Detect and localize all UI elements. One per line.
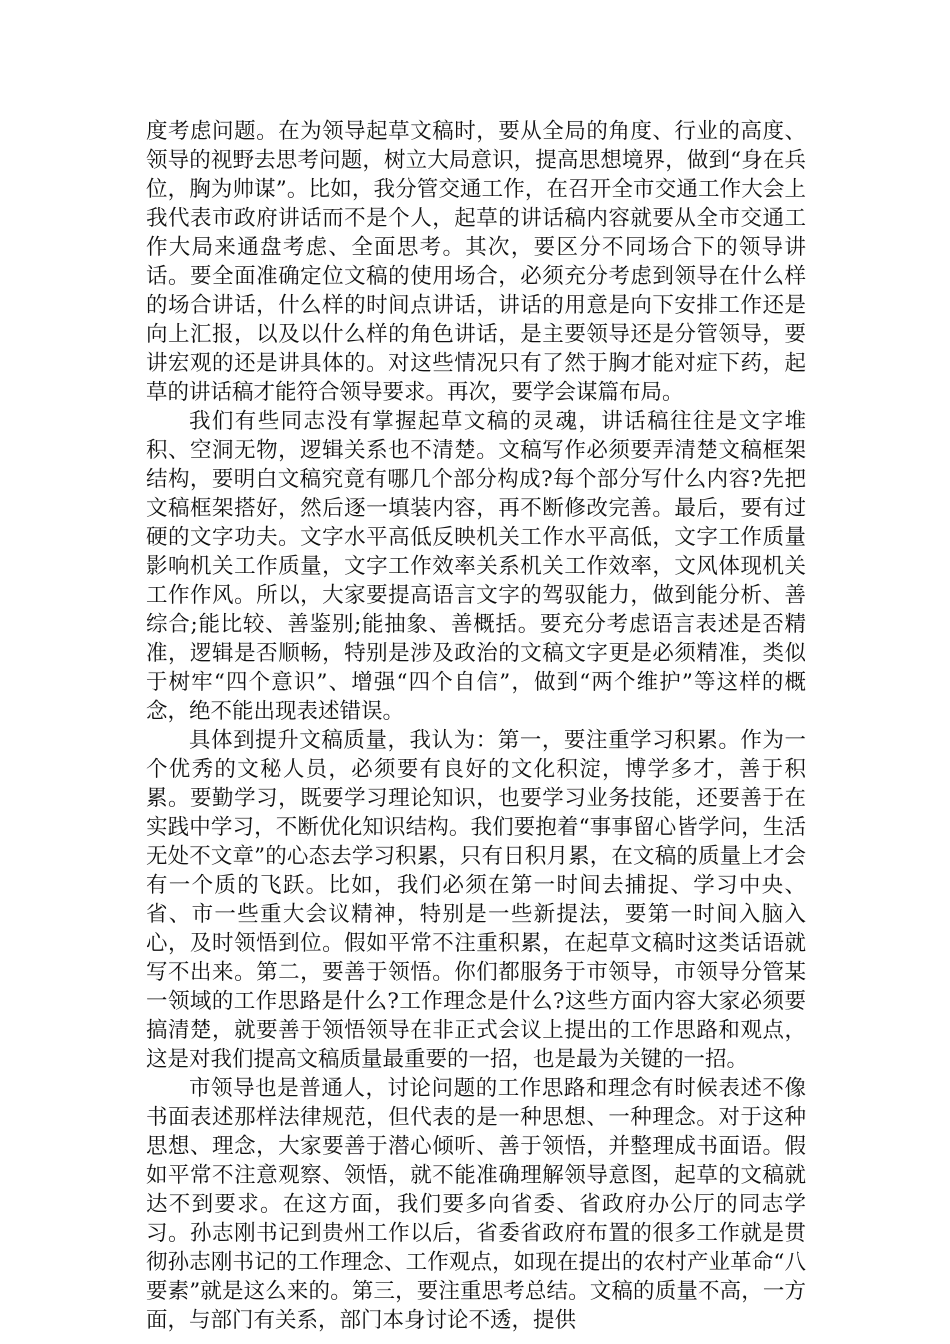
paragraph-3: 具体到提升文稿质量，我认为：第一，要注重学习积累。作为一个优秀的文秘人员，必须要有良好的文化积淀，博学多才，善于积累。要勤学习，既要学习理论知识，也要学习业务技能，还要善于在实践中学习，不断优化知识结构。我们要抱着“事事留心皆学问，生活无处不文章”的心态去学习积累，只有日积月累，在文稿的质量上才会有一个质的飞跃。比如，我们必须在第一时间去捕捉、学习中央、省、市一些重大会议精神，特别是一些新提法，要第一时间入脑入心，及时领悟到位。假如平常不注重积累，在起草文稿时这类话语就写不出来。第二，要善于领悟。你们都服务于市领导，市领导分管某一领域的工作思路是什么?工作理念是什么?这些方面内容大家必须要搞清楚，就要善于领悟领导在非正式会议上提出的工作思路和观点，这是对我们提高文稿质量最重要的一招，也是最为关键的一招。 xyxy=(146,728,806,1072)
document-page xyxy=(146,117,806,1335)
paragraph-4: 市领导也是普通人，讨论问题的工作思路和理念有时候表述不像书面表述那样法律规范，但代表的是一种思想、一种理念。对于这种思想、理念，大家要善于潜心倾听、善于领悟，并整理成书面语。假如平常不注意观察、领悟，就不能准确理解领导意图，起草的文稿就达不到要求。在这方面，我们要多向省委、省政府办公厅的同志学习。孙志刚书记到贵州工作以后，省委省政府布置的很多工作就是贯彻孙志刚书记的工作理念、工作观点，如现在提出的农村产业革命“八要素”就是这么来的。第三，要注重思考总结。文稿的质量不高，一方面，与部门有关系，部门本身讨论不透，提供 xyxy=(146,1076,806,1333)
paragraph-1: 度考虑问题。在为领导起草文稿时，要从全局的角度、行业的高度、领导的视野去思考问题，树立大局意识，提高思想境界，做到“身在兵位，胸为帅谋”。比如，我分管交通工作，在召开全市交通工作大会上我代表市政府讲话而不是个人，起草的讲话稿内容就要从全市交通工作大局来通盘考虑、全面思考。其次，要区分不同场合下的领导讲话。要全面准确定位文稿的使用场合，必须充分考虑到领导在什么样的场合讲话，什么样的时间点讲话，讲话的用意是向下安排工作还是向上汇报，以及以什么样的角色讲话，是主要领导还是分管领导，要讲宏观的还是讲具体的。对这些情况只有了然于胸才能对症下药，起草的讲话稿才能符合领导要求。再次，要学会谋篇布局。 xyxy=(146,119,806,405)
paragraph-2: 我们有些同志没有掌握起草文稿的灵魂，讲话稿往往是文字堆积、空洞无物，逻辑关系也不清楚。文稿写作必须要弄清楚文稿框架结构，要明白文稿究竟有哪几个部分构成?每个部分写什么内容?先把文稿框架搭好，然后逐一填装内容，再不断修改完善。最后，要有过硬的文字功夫。文字水平高低反映机关工作水平高低，文字工作质量影响机关工作质量，文字工作效率关系机关工作效率，文风体现机关工作作风。所以，大家要提高语言文字的驾驭能力，做到能分析、善综合;能比较、善鉴别;能抽象、善概括。要充分考虑语言表述是否精准，逻辑是否顺畅，特别是涉及政治的文稿文字更是必须精准，类似于树牢“四个意识”、增强“四个自信”，做到“两个维护”等这样的概念，绝不能出现表述错误。 xyxy=(146,409,806,724)
